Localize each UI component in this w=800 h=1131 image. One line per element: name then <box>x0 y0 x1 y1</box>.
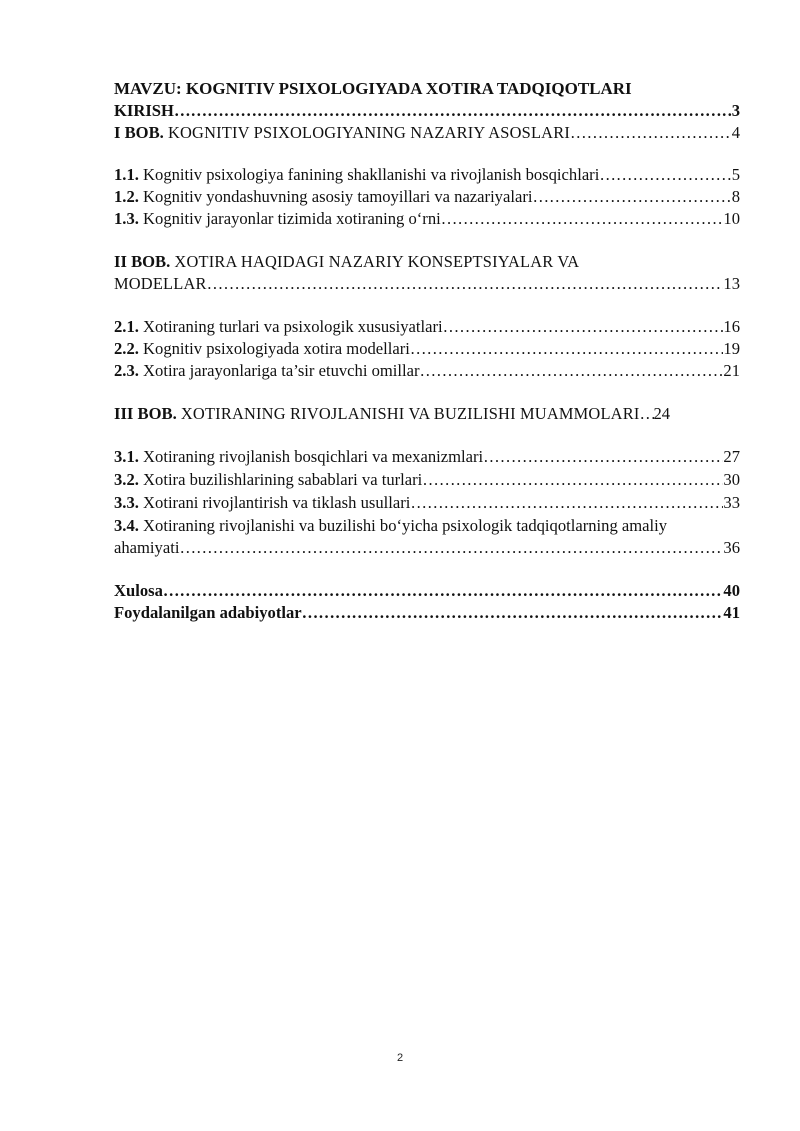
section-number: 3.2. <box>114 470 139 489</box>
section-title: Xotiraning turlari va psixologik xususiyatlari <box>143 317 443 336</box>
toc-page-number: 5 <box>731 165 740 184</box>
dot-leader <box>640 403 654 425</box>
toc-entry-section-3-4[interactable] <box>114 537 740 559</box>
toc-page-number: 41 <box>723 603 740 622</box>
dot-leader <box>410 491 723 514</box>
section-number: 3.3. <box>114 493 139 512</box>
toc-entry-conclusion[interactable] <box>114 580 740 602</box>
toc-page-number: 19 <box>723 339 740 358</box>
dot-leader <box>207 273 724 295</box>
dot-leader <box>599 164 731 186</box>
dot-leader <box>570 122 732 144</box>
toc-page-number: 16 <box>723 317 740 336</box>
section-number: 2.2. <box>114 339 139 358</box>
dot-leader <box>441 208 724 230</box>
chapter-title-continued: MODELLAR <box>114 274 207 293</box>
dot-leader <box>163 580 724 602</box>
section-title: Xotirani rivojlantirish va tiklash usullari <box>143 493 411 512</box>
toc-page-number: 33 <box>723 493 740 512</box>
toc-label: Xulosa <box>114 581 163 600</box>
toc-page-number: 4 <box>731 123 740 142</box>
toc-entry-chapter-1[interactable] <box>114 122 740 144</box>
toc-entry-section[interactable] <box>114 491 740 514</box>
section-number: 2.1. <box>114 317 139 336</box>
toc-entry-section[interactable] <box>114 360 740 382</box>
section-title: Kognitiv yondashuvning asosiy tamoyillari va nazariyalari <box>143 187 533 206</box>
chapter-prefix: II BOB. <box>114 252 171 271</box>
toc-entry-chapter-3[interactable] <box>114 403 740 425</box>
chapter-title: KOGNITIV PSIXOLOGIYANING NAZARIY ASOSLARI <box>167 123 570 142</box>
table-of-contents <box>114 78 740 624</box>
toc-page-number: 24 <box>653 404 671 423</box>
toc-label: Foydalanilgan adabiyotlar <box>114 603 302 622</box>
toc-page-number: 3 <box>731 101 740 120</box>
section-title: Kognitiv psixologiyada xotira modellari <box>143 339 410 358</box>
section-title: Xotira jarayonlariga ta’sir etuvchi omillar <box>143 361 420 380</box>
toc-entry-chapter-2[interactable] <box>114 273 740 295</box>
chapter-title: XOTIRANING RIVOJLANISHI VA BUZILISHI MUAMMOLARI <box>180 404 640 423</box>
section-number: 3.4. <box>114 516 139 535</box>
toc-entry-section[interactable] <box>114 316 740 338</box>
topic-title: MAVZU: KOGNITIV PSIXOLOGIYADA XOTIRA TADQIQOTLARI <box>114 79 632 98</box>
chapter-title: XOTIRA HAQIDAGI NAZARIY KONSEPTSIYALAR VA <box>174 252 580 271</box>
section-number: 1.1. <box>114 165 139 184</box>
section-number: 3.1. <box>114 447 139 466</box>
toc-entry-chapter-2-line1[interactable] <box>114 251 740 273</box>
chapter-prefix: III BOB. <box>114 404 177 423</box>
chapter-prefix: I BOB. <box>114 123 164 142</box>
toc-entry-section[interactable] <box>114 468 740 491</box>
dot-leader <box>410 338 724 360</box>
dot-leader <box>483 446 723 468</box>
toc-entry-references[interactable] <box>114 602 740 624</box>
toc-entry-section[interactable] <box>114 164 740 186</box>
toc-page-number: 21 <box>723 361 740 380</box>
toc-entry-section[interactable] <box>114 208 740 230</box>
dot-leader <box>532 186 731 208</box>
toc-entry-section[interactable] <box>114 186 740 208</box>
dot-leader <box>443 316 724 338</box>
dot-leader <box>174 100 732 122</box>
toc-page-number: 13 <box>723 274 740 293</box>
section-title: Xotiraning rivojlanish bosqichlari va mexanizmlari <box>143 447 484 466</box>
section-title: Xotira buzilishlarining sabablari va turlari <box>143 470 423 489</box>
section-number: 1.3. <box>114 209 139 228</box>
dot-leader <box>302 602 724 624</box>
dot-leader <box>420 360 724 382</box>
toc-page-number: 30 <box>723 470 740 489</box>
toc-page-number: 40 <box>723 581 740 600</box>
page-number: 2 <box>396 1052 404 1064</box>
toc-page-number: 8 <box>731 187 740 206</box>
section-title: Kognitiv psixologiya fanining shakllanishi va rivojlanish bosqichlari <box>143 165 600 184</box>
toc-entry-section-3-4-line1[interactable] <box>114 514 740 537</box>
section-title-continued: ahamiyati <box>114 538 180 557</box>
toc-label: KIRISH <box>114 101 174 120</box>
section-number: 2.3. <box>114 361 139 380</box>
section-number: 1.2. <box>114 187 139 206</box>
dot-leader <box>179 537 723 559</box>
toc-entry-section[interactable] <box>114 338 740 360</box>
toc-entry-section[interactable] <box>114 446 740 468</box>
dot-leader <box>422 468 723 491</box>
toc-page-number: 10 <box>723 209 740 228</box>
section-title: Xotiraning rivojlanishi va buzilishi bo‘yicha psixologik tadqiqotlarning amaliy <box>143 516 668 535</box>
toc-page-number: 27 <box>723 447 740 466</box>
toc-page-number: 36 <box>723 538 740 557</box>
section-title: Kognitiv jarayonlar tizimida xotiraning o‘rni <box>143 209 441 228</box>
toc-entry-intro[interactable] <box>114 100 740 122</box>
